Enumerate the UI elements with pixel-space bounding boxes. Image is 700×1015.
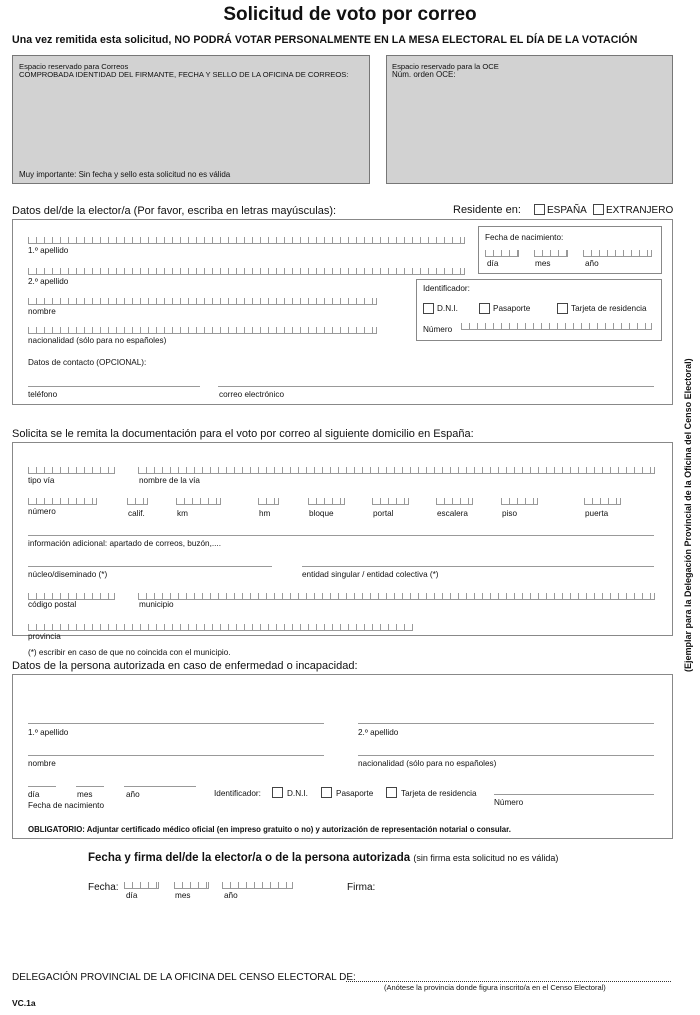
apellido1-field[interactable] <box>28 237 465 244</box>
numero-via-field[interactable] <box>28 498 97 505</box>
calif-label: calif. <box>128 509 145 518</box>
delegacion-label: DELEGACIÓN PROVINCIAL DE LA OFICINA DEL CENSO ELECTORAL DE: <box>12 972 356 983</box>
dni-checkbox[interactable] <box>423 303 434 314</box>
identificador-box <box>416 279 662 341</box>
municipio-field[interactable] <box>138 593 655 600</box>
puerta-label: puerta <box>585 509 609 518</box>
firma-dia-label: día <box>126 891 138 900</box>
portal-field[interactable] <box>372 498 409 505</box>
delegacion-note: (Anótese la provincia donde figura inscrito/a en el Censo Electoral) <box>384 983 606 992</box>
puerta-field[interactable] <box>584 498 621 505</box>
km-field[interactable] <box>176 498 221 505</box>
telefono-label: teléfono <box>28 390 58 399</box>
aut-tarjeta-label: Tarjeta de residencia <box>401 789 477 798</box>
anio-label: año <box>585 259 599 268</box>
firma-heading-text: Fecha y firma del/de la elector/a o de la persona autorizada <box>88 852 411 864</box>
provincia-label: provincia <box>28 632 61 641</box>
apellido2-field[interactable] <box>28 268 465 275</box>
aut-nacionalidad-label: nacionalidad (sólo para no españoles) <box>358 759 497 768</box>
escalera-field[interactable] <box>436 498 473 505</box>
correo-label: correo electrónico <box>219 390 285 399</box>
asterisk-note: (*) escribir en caso de que no coincida con el municipio. <box>28 648 231 657</box>
tipo-via-field[interactable] <box>28 467 115 474</box>
hm-label: hm <box>259 509 271 518</box>
entidad-label: entidad singular / entidad colectiva (*) <box>302 570 439 579</box>
aut-mes-field[interactable] <box>76 786 104 787</box>
oce-order-label: Núm. orden OCE: <box>392 70 456 79</box>
form-title: Solicitud de voto por correo <box>223 4 477 25</box>
telefono-field[interactable] <box>28 386 200 387</box>
warning-text: Una vez remitida esta solicitud, NO PODRÁ VOTAR PERSONALMENTE EN LA MESA ELECTORAL EL DÍA DE LA VOTACIÓN <box>12 34 638 46</box>
provincia-field[interactable] <box>28 624 413 631</box>
correos-note: Muy importante: Sin fecha y sello esta solicitud no es válida <box>19 170 231 179</box>
firma-label: Firma: <box>347 882 376 893</box>
side-copy-note: (Ejemplar para la Delegación Provincial de la Oficina del Censo Electoral) <box>683 358 693 672</box>
aut-identificador-label: Identificador: <box>214 789 261 798</box>
apellido1-label: 1.º apellido <box>28 246 69 255</box>
nacionalidad-field[interactable] <box>28 327 377 334</box>
firma-anio-field[interactable] <box>222 882 293 889</box>
aut-anio-label: año <box>126 790 140 799</box>
correos-instruction: COMPROBADA IDENTIDAD DEL FIRMANTE, FECHA Y SELLO DE LA OFICINA DE CORREOS: <box>19 70 349 79</box>
info-adicional-label: información adicional: apartado de correos, buzón,.... <box>28 539 221 548</box>
pasaporte-checkbox[interactable] <box>479 303 490 314</box>
mes-field[interactable] <box>534 250 568 257</box>
contacto-label: Datos de contacto (OPCIONAL): <box>28 358 147 367</box>
fecha-nacimiento-box <box>478 226 662 274</box>
portal-label: portal <box>373 509 394 518</box>
form-code: VC.1a <box>12 998 36 1008</box>
elector-heading: Datos del/de la elector/a (Por favor, escriba en letras mayúsculas): <box>12 205 337 217</box>
nucleo-label: núcleo/diseminado (*) <box>28 570 108 579</box>
tarjeta-checkbox[interactable] <box>557 303 568 314</box>
identificador-label: Identificador: <box>423 284 470 293</box>
firma-mes-field[interactable] <box>174 882 209 889</box>
nombre-via-label: nombre de la vía <box>139 476 200 485</box>
dia-label: día <box>487 259 499 268</box>
extranjero-checkbox[interactable] <box>593 204 604 215</box>
aut-apellido2-label: 2.º apellido <box>358 728 399 737</box>
nombre-field[interactable] <box>28 298 377 305</box>
aut-pasaporte-label: Pasaporte <box>336 789 374 798</box>
calif-field[interactable] <box>127 498 148 505</box>
aut-dia-field[interactable] <box>28 786 56 787</box>
firma-heading <box>88 852 558 864</box>
dni-label: D.N.I. <box>437 304 458 313</box>
aut-apellido1-label: 1.º apellido <box>28 728 69 737</box>
delegacion-field[interactable] <box>346 981 671 982</box>
correos-label: Espacio reservado para Correos <box>19 62 129 71</box>
aut-anio-field[interactable] <box>124 786 196 787</box>
dia-field[interactable] <box>485 250 519 257</box>
numero-field[interactable] <box>461 323 652 330</box>
aut-dia-label: día <box>28 790 40 799</box>
oce-box <box>386 55 673 184</box>
residente-label: Residente en: <box>453 204 521 216</box>
firma-area[interactable] <box>385 876 665 916</box>
codigo-postal-field[interactable] <box>28 593 115 600</box>
tipo-via-label: tipo vía <box>28 476 55 485</box>
codigo-postal-label: código postal <box>28 600 77 609</box>
aut-nombre-field[interactable] <box>28 755 324 756</box>
nombre-via-field[interactable] <box>138 467 655 474</box>
firma-anio-label: año <box>224 891 238 900</box>
numero-via-label: número <box>28 507 56 516</box>
nombre-label: nombre <box>28 307 56 316</box>
firma-heading-note: (sin firma esta solicitud no es válida) <box>413 853 559 863</box>
oce-label: Espacio reservado para la OCE <box>392 62 499 71</box>
entidad-field[interactable] <box>302 566 654 567</box>
autorizada-heading: Datos de la persona autorizada en caso de enfermedad o incapacidad: <box>12 660 358 672</box>
extranjero-label: EXTRANJERO <box>606 205 674 216</box>
km-label: km <box>177 509 188 518</box>
apellido2-label: 2.º apellido <box>28 277 69 286</box>
piso-label: piso <box>502 509 518 518</box>
municipio-label: municipio <box>139 600 174 609</box>
aut-mes-label: mes <box>77 790 93 799</box>
nucleo-field[interactable] <box>28 566 272 567</box>
aut-apellido1-field[interactable] <box>28 723 324 724</box>
info-adicional-field[interactable] <box>28 535 654 536</box>
aut-apellido2-field[interactable] <box>358 723 654 724</box>
domicilio-heading: Solicita se le remita la documentación para el voto por correo al siguiente domicilio en España: <box>12 428 474 440</box>
autorizada-section <box>12 674 673 839</box>
obligatorio-note: OBLIGATORIO: Adjuntar certificado médico oficial (en impreso gratuito o no) y autorización de representación notarial o consular. <box>28 825 511 834</box>
firma-fecha-label: Fecha: <box>88 882 119 893</box>
aut-numero-label: Número <box>494 798 524 807</box>
nacionalidad-label: nacionalidad (sólo para no españoles) <box>28 336 167 345</box>
hm-field[interactable] <box>258 498 279 505</box>
firma-dia-field[interactable] <box>124 882 159 889</box>
tarjeta-label: Tarjeta de residencia <box>571 304 647 313</box>
numero-label: Número <box>423 325 453 334</box>
piso-field[interactable] <box>501 498 538 505</box>
aut-dni-checkbox[interactable] <box>272 787 283 798</box>
aut-numero-field[interactable] <box>494 794 654 795</box>
anio-field[interactable] <box>583 250 652 257</box>
mes-label: mes <box>535 259 551 268</box>
aut-dni-label: D.N.I. <box>287 789 308 798</box>
fecha-nacimiento-label: Fecha de nacimiento: <box>485 233 564 242</box>
bloque-field[interactable] <box>308 498 345 505</box>
bloque-label: bloque <box>309 509 334 518</box>
firma-mes-label: mes <box>175 891 191 900</box>
correo-field[interactable] <box>218 386 654 387</box>
espana-checkbox[interactable] <box>534 204 545 215</box>
correos-box <box>12 55 370 184</box>
aut-nombre-label: nombre <box>28 759 56 768</box>
escalera-label: escalera <box>437 509 468 518</box>
espana-label: ESPAÑA <box>547 205 587 216</box>
aut-fecha-nacimiento-label: Fecha de nacimiento <box>28 801 105 810</box>
pasaporte-label: Pasaporte <box>493 304 531 313</box>
aut-nacionalidad-field[interactable] <box>358 755 654 756</box>
aut-tarjeta-checkbox[interactable] <box>386 787 397 798</box>
aut-pasaporte-checkbox[interactable] <box>321 787 332 798</box>
